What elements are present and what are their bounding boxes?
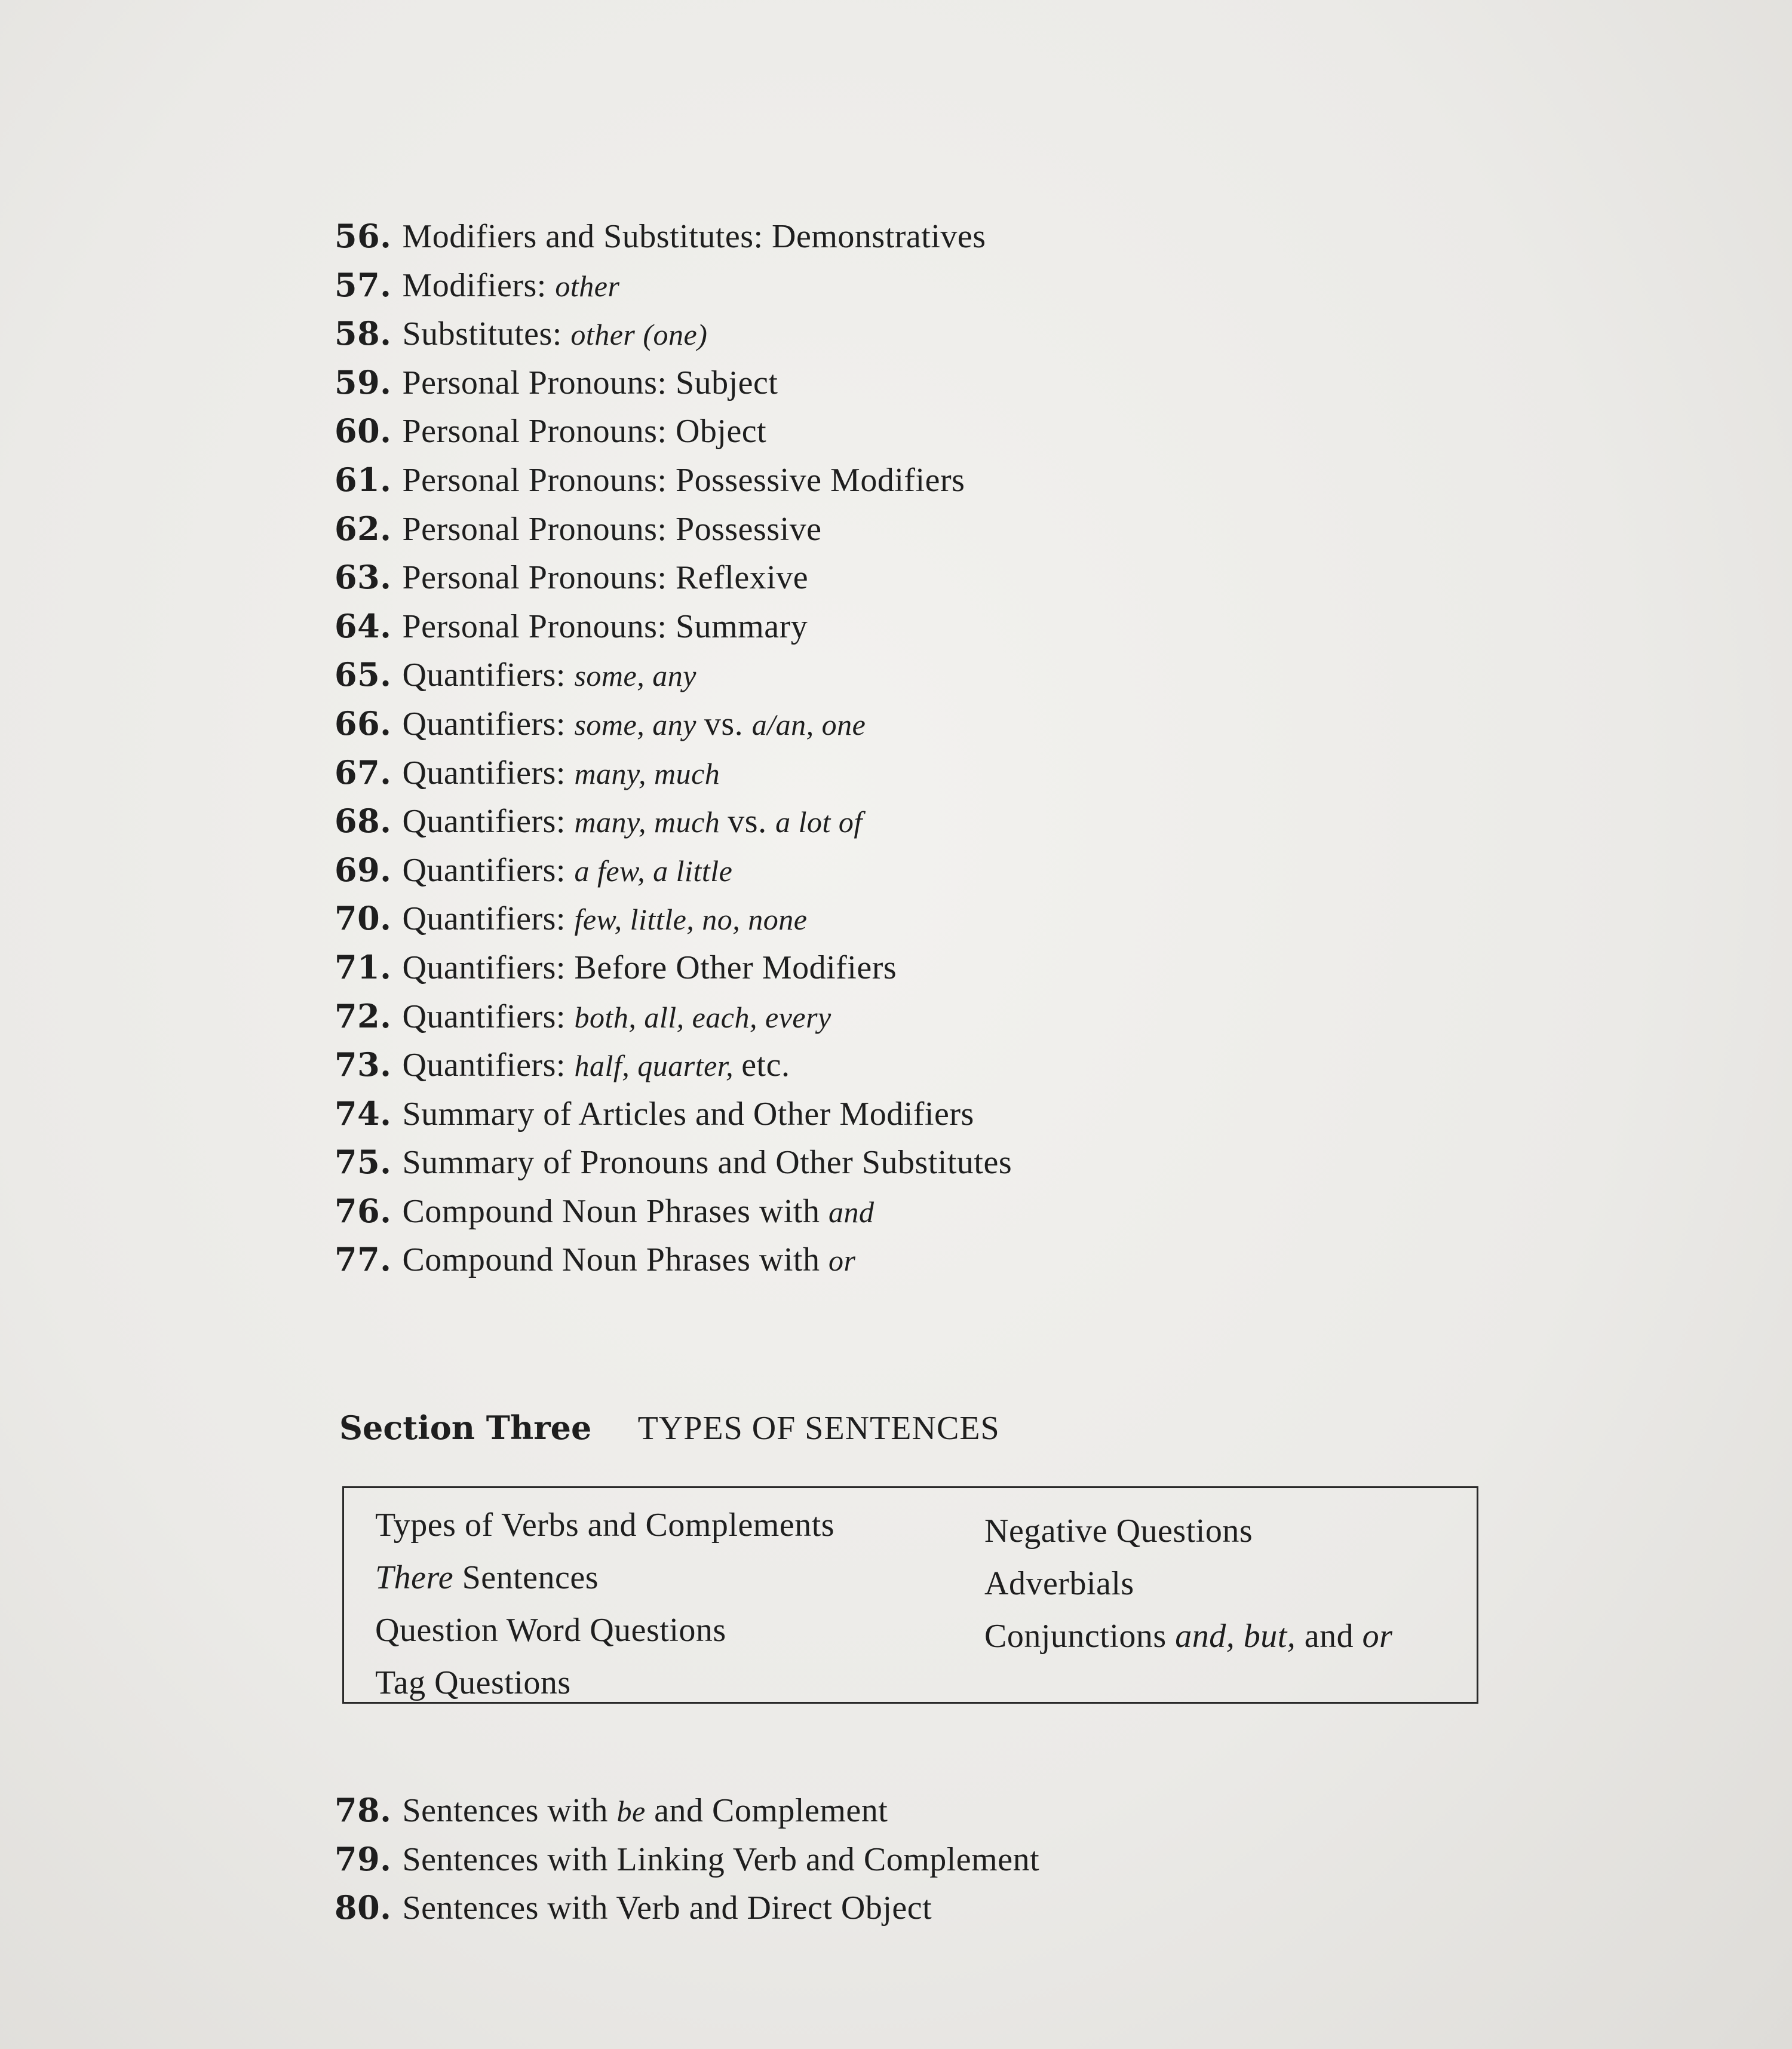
entry-number: 71. [335,947,392,986]
toc-entry [335,505,1012,554]
italic-term: and [828,1195,874,1229]
entry-text: Compound Noun Phrases with [402,1192,829,1230]
topic-text: Adverbials [984,1565,1134,1602]
entry-number: 69. [335,850,392,889]
entry-number: 68. [335,802,392,841]
toc-entry [335,651,1012,700]
italic-term: or [1362,1618,1393,1655]
entry-title [402,900,807,937]
topic-text: Question Word Questions [375,1612,726,1649]
entry-title [402,754,720,792]
section-heading [339,1404,1000,1452]
topic-text: Sentences [453,1559,599,1596]
entry-text: Sentences with [402,1792,617,1829]
entry-text: Quantifiers: [402,754,575,792]
toc-entry [335,1786,1039,1835]
toc-entry [335,846,1012,895]
topic-item [375,1604,834,1657]
entry-title [402,266,619,304]
section-topics-box [342,1486,1478,1704]
entry-text: Compound Noun Phrases with [402,1241,829,1279]
entry-title [402,656,696,694]
entry-number: 67. [335,753,392,792]
toc-entry [335,309,1012,358]
topics-right-column [984,1505,1392,1662]
topic-item [375,1657,834,1709]
entry-text: and Complement [645,1792,888,1829]
italic-term: many, much [574,756,720,790]
entry-text: etc. [741,1047,790,1084]
entry-title [402,1143,1012,1181]
entry-text: Quantifiers: [402,851,575,889]
toc-entry [335,1138,1012,1187]
entry-number: 75. [335,1143,392,1182]
entry-text: Quantifiers: [402,1047,575,1084]
toc-entry [335,553,1012,602]
entry-title [402,1889,932,1927]
topic-text: Types of Verbs and Complements [375,1507,835,1544]
entry-text: Personal Pronouns: Subject [402,364,778,401]
entry-number: 70. [335,899,392,938]
toc-entry [335,1235,1012,1284]
entry-title [402,1241,855,1278]
toc-entry [335,894,1012,943]
entry-title [402,851,732,889]
entry-number: 76. [335,1191,392,1230]
entry-number: 77. [335,1240,392,1279]
entry-title [402,802,862,840]
toc-entry [335,1835,1039,1884]
entry-text: Quantifiers: [402,803,575,841]
entry-text: Summary of Articles and Other Modifiers [402,1095,974,1133]
toc-entry [335,602,1012,651]
entry-text: Personal Pronouns: Possessive [402,510,822,548]
entry-number: 61. [335,460,392,499]
topic-text: Tag Questions [375,1664,571,1701]
toc-entry [335,943,1012,992]
entry-title [402,949,897,986]
entry-title [402,412,766,450]
entry-text: Quantifiers: [402,998,575,1035]
entry-text: Personal Pronouns: Object [402,413,767,450]
entry-title [402,705,866,743]
entry-number: 80. [335,1888,392,1927]
entry-text: Personal Pronouns: Reflexive [402,559,809,597]
entry-number: 57. [335,265,392,304]
toc-entry [335,700,1012,749]
section-name: TYPES OF SENTENCES [637,1410,1000,1447]
topic-item [984,1505,1392,1557]
toc-entry [335,456,1012,505]
entry-text: Sentences with Linking Verb and Complement [402,1841,1040,1878]
entry-text: Modifiers: [402,266,556,304]
italic-term: both, all, each, every [574,1000,831,1034]
entry-text: vs. [728,803,776,841]
italic-term: a lot of [775,805,863,839]
entry-title [402,998,831,1035]
toc-entry [335,749,1012,797]
topic-text: Negative Questions [984,1513,1253,1550]
entry-text: Quantifiers: Before Other Modifiers [402,949,897,986]
topic-text: Conjunctions [984,1618,1176,1655]
toc-entry [335,1884,1039,1933]
toc-entry [335,1041,1012,1090]
topic-item [375,1551,834,1604]
topic-item [375,1499,834,1551]
toc-entry [335,358,1012,407]
entry-title [402,1046,790,1084]
table-of-contents-upper [335,212,1012,1284]
entry-text: Sentences with Verb and Direct Object [402,1890,932,1927]
italic-term: few, little, no, none [574,903,808,937]
entry-text: Quantifiers: [402,705,575,743]
entry-title [402,1095,974,1133]
italic-term: some, any [574,707,704,741]
entry-number: 65. [335,655,392,694]
entry-text: Personal Pronouns: Summary [402,608,808,645]
entry-text: Quantifiers: [402,900,575,938]
toc-entry [335,1090,1012,1139]
entry-number: 63. [335,558,392,597]
entry-number: 62. [335,509,392,548]
entry-number: 60. [335,412,392,450]
italic-term: many, much [574,805,728,839]
italic-term: other [555,269,620,303]
italic-term: and, but, [1175,1618,1296,1655]
entry-text: Substitutes: [402,315,571,353]
toc-entry [335,1187,1012,1236]
entry-text: vs. [704,705,752,743]
entry-title [402,217,986,255]
italic-term: a/an, one [751,707,866,741]
table-of-contents-lower [335,1786,1039,1933]
entry-title [402,461,965,499]
topic-item [984,1610,1392,1662]
topics-left-column [375,1499,834,1709]
entry-title [402,1192,874,1230]
entry-title [402,1841,1039,1878]
entry-number: 79. [335,1839,392,1878]
entry-number: 78. [335,1791,392,1829]
entry-text: Modifiers and Substitutes: Demonstratives [402,218,986,255]
italic-term: other (one) [570,318,708,352]
toc-entry [335,212,1012,261]
entry-number: 58. [335,314,392,353]
entry-title [402,1792,888,1829]
entry-number: 73. [335,1045,392,1084]
entry-number: 56. [335,217,392,255]
entry-title [402,510,821,548]
entry-title [402,364,778,401]
entry-title [402,559,808,596]
entry-title [402,315,707,352]
entry-text: Quantifiers: [402,657,575,694]
entry-text: Summary of Pronouns and Other Substitutes [402,1144,1012,1182]
topic-text: and [1296,1618,1363,1655]
topic-item [984,1557,1392,1610]
italic-term: be [616,1795,646,1828]
entry-number: 66. [335,704,392,743]
toc-entry [335,797,1012,846]
italic-term: half, quarter, [574,1049,742,1083]
italic-term: or [828,1244,856,1278]
italic-term: There [375,1559,454,1596]
toc-entry [335,261,1012,310]
entry-title [402,608,808,645]
italic-term: some, any [574,659,696,693]
entry-number: 64. [335,606,392,645]
section-label: Section Three [339,1409,592,1447]
entry-number: 74. [335,1094,392,1133]
entry-text: Personal Pronouns: Possessive Modifiers [402,461,965,499]
entry-number: 59. [335,363,392,401]
entry-number: 72. [335,996,392,1035]
toc-entry [335,992,1012,1041]
italic-term: a few, a little [574,854,733,888]
toc-entry [335,407,1012,456]
